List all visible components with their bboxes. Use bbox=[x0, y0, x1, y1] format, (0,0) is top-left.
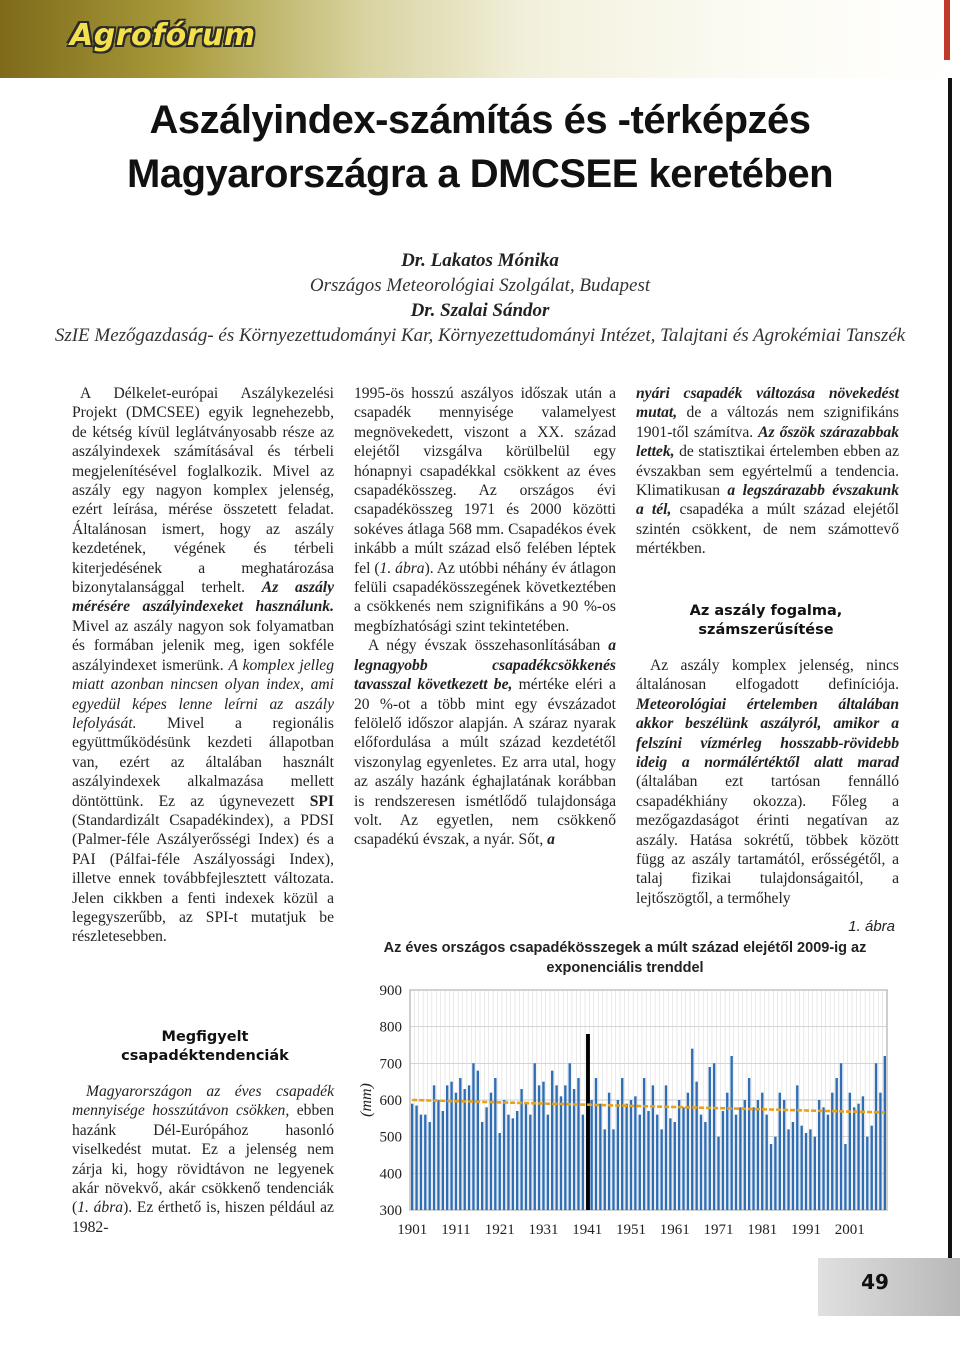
page-edge-bar bbox=[948, 78, 952, 1258]
bar bbox=[542, 1082, 544, 1210]
text-run: csapadéka a múlt század elejétől szintén csökkent, de nem számottevő mértékben. bbox=[636, 501, 899, 558]
text-emphasis: Az aszály mérésére aszályindexeket használunk. bbox=[72, 579, 334, 616]
y-axis-label: (mm) bbox=[358, 1083, 375, 1117]
bar bbox=[726, 1093, 728, 1210]
bar bbox=[512, 1118, 514, 1210]
chart-title: Az éves országos csapadékösszegek a múlt század elejétől 2009-ig az exponenciális trenddel bbox=[383, 940, 867, 976]
bar bbox=[796, 1085, 798, 1210]
bar bbox=[582, 1115, 584, 1210]
bar bbox=[534, 1063, 536, 1210]
bar bbox=[459, 1078, 461, 1210]
bar bbox=[695, 1082, 697, 1210]
text-run: de a változás nem szignifikáns 1901-től számítva. bbox=[636, 404, 899, 441]
bar bbox=[520, 1089, 522, 1210]
text-emphasis: Meteorológiai értelemben általában akkor beszélünk aszályról, amikor a felszíni vízmérleg hosszabb-rövidebb ideig a normálértéktől alatt marad bbox=[636, 695, 899, 772]
bar bbox=[704, 1122, 706, 1210]
bar bbox=[573, 1089, 575, 1210]
column-1-text bbox=[72, 384, 334, 947]
figure-reference: 1. ábra bbox=[379, 559, 425, 577]
bar bbox=[590, 1100, 592, 1210]
author-name: Dr. Lakatos Mónika bbox=[401, 250, 559, 271]
bar bbox=[752, 1107, 754, 1210]
x-tick-label: 1921 bbox=[484, 1222, 515, 1238]
bar bbox=[884, 1056, 886, 1210]
bar bbox=[748, 1078, 750, 1210]
text-bold: SPI bbox=[309, 792, 334, 810]
bar bbox=[608, 1093, 610, 1210]
bar bbox=[805, 1133, 807, 1210]
column-2-text bbox=[354, 384, 616, 850]
bar bbox=[547, 1115, 549, 1210]
x-tick-label: 1991 bbox=[791, 1222, 822, 1238]
text-run: de statisztikai értelemben ebben az évszakban sem egyértelmű a tendencia. Klimatikusan bbox=[636, 443, 899, 500]
bar bbox=[853, 1107, 855, 1210]
bar bbox=[433, 1085, 435, 1210]
x-tick-label: 1951 bbox=[615, 1222, 646, 1238]
bar bbox=[560, 1096, 562, 1210]
y-tick-label: 300 bbox=[379, 1203, 402, 1219]
bar bbox=[411, 1104, 413, 1210]
bar bbox=[420, 1115, 422, 1210]
bar bbox=[446, 1085, 448, 1210]
bar bbox=[822, 1107, 824, 1210]
bar bbox=[875, 1063, 877, 1210]
bar bbox=[494, 1078, 496, 1210]
bar bbox=[735, 1115, 737, 1210]
x-tick-label: 1971 bbox=[703, 1222, 734, 1238]
author-institution: Országos Meteorológiai Szolgálat, Budapest bbox=[309, 275, 651, 296]
bar bbox=[840, 1063, 842, 1210]
bar bbox=[525, 1104, 527, 1210]
section-heading: Az aszály fogalma, számszerűsítése bbox=[689, 603, 843, 638]
bar bbox=[485, 1107, 487, 1210]
author-institution: SzIE Mezőgazdaság- és Környezettudományi Kar, Környezettudományi Intézet, Talajtani és Agrokémiai Tanszék bbox=[54, 325, 906, 346]
bar bbox=[595, 1078, 597, 1210]
bar bbox=[730, 1056, 732, 1210]
paragraph bbox=[354, 384, 616, 636]
bar bbox=[442, 1111, 444, 1210]
bar bbox=[477, 1071, 479, 1210]
bar bbox=[424, 1115, 426, 1210]
header-accent-mark bbox=[944, 0, 950, 60]
y-tick-label: 500 bbox=[379, 1129, 402, 1146]
bar bbox=[857, 1104, 859, 1210]
text-run: Mivel a regionális együttműködésünk kezdeti állapotban van, ezért az általában használt aszályindexek alkalmazása mellett döntöttünk. Ez az úgynevezett bbox=[72, 714, 334, 810]
bar bbox=[713, 1063, 715, 1210]
x-tick-label: 1941 bbox=[572, 1222, 603, 1238]
bar bbox=[835, 1078, 837, 1210]
bar bbox=[529, 1115, 531, 1210]
paragraph bbox=[354, 636, 616, 849]
bar bbox=[700, 1115, 702, 1210]
text-run: ). Ez érthető is, hiszen például az 1982- bbox=[72, 1199, 334, 1236]
bar bbox=[428, 1122, 430, 1210]
bar bbox=[415, 1106, 417, 1211]
text-run: A négy évszak összehasonlításában bbox=[368, 637, 609, 655]
bar bbox=[437, 1100, 439, 1210]
bar bbox=[669, 1118, 671, 1210]
bar bbox=[647, 1111, 649, 1210]
bar bbox=[827, 1115, 829, 1210]
bar bbox=[617, 1100, 619, 1210]
column-3-text-lower bbox=[636, 656, 899, 908]
text-emphasis: a legszárazabb évszakunk a tél, bbox=[636, 482, 899, 519]
text-run: (Standardizált Csapadékindex), a PDSI (Palmer-féle Aszályerősségi Index) és a PAI (Pálfai-féle Aszályossági Index), illetve ennek továbbfejlesztett változata. Jelen cikkben a fenti indexek közül a legegyszerűbb, az SPI-t mutatjuk be részletesebben. bbox=[72, 811, 334, 946]
x-tick-label: 1901 bbox=[397, 1222, 428, 1238]
paragraph bbox=[72, 1082, 334, 1237]
bar bbox=[783, 1100, 785, 1210]
bar bbox=[870, 1126, 872, 1210]
bar bbox=[800, 1126, 802, 1210]
article-title-line2: Magyarországra a DMCSEE keretében bbox=[127, 152, 833, 196]
text-emphasis: a legnagyobb csapadékcsökkenés tavasszal következett be, bbox=[354, 637, 616, 694]
bar bbox=[678, 1100, 680, 1210]
bar bbox=[717, 1137, 719, 1210]
bar bbox=[516, 1111, 518, 1210]
bar bbox=[709, 1067, 711, 1210]
bar bbox=[774, 1137, 776, 1210]
bar bbox=[577, 1078, 579, 1210]
bar bbox=[507, 1115, 509, 1210]
bar bbox=[879, 1093, 881, 1210]
bar bbox=[866, 1137, 868, 1210]
text-run: 1995-ös hosszú aszályos időszak után a csapadék mennyisége valamelyest megnövekedett, viszont a XX. század elejétől vizsgálva körülbelül egy hónapnyi csapadékkal csökkent az éves csapadékösszeg. Az országos évi csapadékösszeg 1971 és 2000 közötti sokéves átlaga 568 mm. Csapadékos évek inkább a múlt század első felében léptek fel ( bbox=[354, 385, 616, 577]
bar bbox=[674, 1122, 676, 1210]
author-name: Dr. Szalai Sándor bbox=[410, 300, 550, 321]
bar bbox=[656, 1115, 658, 1210]
bar bbox=[639, 1115, 641, 1210]
text-run: Mivel az aszály nagyon sok folyamatban és formában jelenik meg, igen sokféle aszályindexet ismerünk. bbox=[72, 617, 334, 674]
bar bbox=[844, 1144, 846, 1210]
bar bbox=[744, 1100, 746, 1210]
text-run: mértéke eléri a 20 %-ot a több mint egy évszázadot felölelő időszor alapján. A száraz nyarak előfordulása a múlt század kezdetétől viszonylag egyenletes. Ez arra utal, hogy az aszály hazánk éghajlatának korábban is rendszeresen ismétlődő tulajdonsága volt. Az egyetlen, nem csökkenő csapadékú évszak, a nyár. Sőt, bbox=[354, 676, 616, 849]
bar bbox=[809, 1129, 811, 1210]
text-emphasis: a bbox=[547, 831, 555, 849]
trend-line bbox=[412, 1100, 885, 1113]
text-run: ebben hazánk Dél-Európához hasonló viselkedést mutat. Ez a jelenség nem zárja ki, hogy rövidtávon ne legyenek akár növekvő, akár csökkenő tendenciák ( bbox=[72, 1102, 334, 1217]
text-emphasis: nyári csapadék változása növekedést mutat, bbox=[636, 385, 899, 422]
bar bbox=[739, 1107, 741, 1210]
text-run: (általában ezt tartósan fennálló csapadékhiány okozza). Főleg a mezőgazdaságot érinti negatívan az aszály. Hatása sokrétű, többek között függ az aszály tartamától, erősségétől, a talaj fizikai tulajdonságaitól, a lejtőszögtől, a termőhely bbox=[636, 773, 899, 907]
bar bbox=[787, 1129, 789, 1210]
precipitation-bar-chart bbox=[355, 918, 915, 1253]
highlight-bar bbox=[586, 1034, 590, 1210]
text-run: ). Az utóbbi néhány év átlagon felüli csapadékösszegének következtében a csökkenés nem szignifikáns a 90 %-os megbízhatósági szint tekintetében. bbox=[354, 559, 617, 635]
bar bbox=[691, 1049, 693, 1210]
bar bbox=[643, 1078, 645, 1210]
x-tick-label: 1961 bbox=[659, 1222, 690, 1238]
bar bbox=[682, 1107, 684, 1210]
x-tick-label: 2001 bbox=[834, 1222, 865, 1238]
bar bbox=[862, 1096, 864, 1210]
text-run: A Délkelet-európai Aszálykezelési Projekt (DMCSEE) egyik legnehezebb, de kétség kívül leglátványosabb része az aszályindexek számításával és térbeli megjelenítésével foglalkozik. Mivel az aszály egy nagyon komplex jelenség, ezért leírása, mérése összetett feladat. Általánosan ismert, hogy az aszály kezdetének, végének és térbeli kiterjedésének a meghatározása bizonytalansággal terhelt. bbox=[72, 385, 334, 597]
bar bbox=[481, 1122, 483, 1210]
authors-block bbox=[40, 248, 920, 348]
bar bbox=[468, 1085, 470, 1210]
x-tick-label: 1911 bbox=[441, 1222, 471, 1238]
bar bbox=[770, 1144, 772, 1210]
y-tick-label: 600 bbox=[379, 1093, 402, 1109]
bar bbox=[463, 1089, 465, 1210]
agroforum-logo: Agrofórum bbox=[70, 18, 256, 53]
article-title-line1: Aszályindex-számítás és -térképzés bbox=[149, 98, 811, 142]
y-tick-label: 400 bbox=[379, 1166, 402, 1183]
y-tick-label: 700 bbox=[379, 1056, 402, 1073]
text-run: Az aszály komplex jelenség, nincs általánosan elfogadott definíciója. bbox=[636, 657, 899, 694]
bar bbox=[814, 1137, 816, 1210]
section-heading: Megfigyelt csapadéktendenciák bbox=[121, 1029, 289, 1064]
bar bbox=[490, 1093, 492, 1210]
bar bbox=[687, 1093, 689, 1210]
x-tick-label: 1981 bbox=[747, 1222, 778, 1238]
page-number: 49 bbox=[861, 1270, 889, 1294]
bar bbox=[612, 1129, 614, 1210]
bar bbox=[652, 1085, 654, 1210]
bar bbox=[455, 1093, 457, 1210]
figure-1 bbox=[355, 918, 915, 1253]
bar bbox=[630, 1100, 632, 1210]
figure-reference: 1. ábra bbox=[77, 1199, 124, 1217]
bar bbox=[551, 1071, 553, 1210]
bar bbox=[621, 1078, 623, 1210]
text-emphasis: A komplex jelleg miatt azonban nincsen olyan index, ami egyedül képes lenne leírni az aszály lefolyását. bbox=[72, 656, 334, 732]
y-tick-label: 800 bbox=[379, 1019, 402, 1036]
bar bbox=[722, 1111, 724, 1210]
bar bbox=[625, 1104, 627, 1210]
bar bbox=[757, 1100, 759, 1210]
bar bbox=[665, 1085, 667, 1210]
bar bbox=[634, 1096, 636, 1210]
bar bbox=[599, 1104, 601, 1210]
paragraph bbox=[72, 384, 334, 947]
bar bbox=[818, 1100, 820, 1210]
x-tick-label: 1931 bbox=[528, 1222, 559, 1238]
paragraph bbox=[636, 656, 899, 908]
bar bbox=[499, 1133, 501, 1210]
bar bbox=[472, 1063, 474, 1210]
y-tick-label: 900 bbox=[379, 983, 402, 999]
column-3-text bbox=[636, 384, 899, 559]
figure-label: 1. ábra bbox=[848, 918, 895, 935]
bar bbox=[569, 1063, 571, 1210]
bar bbox=[660, 1129, 662, 1210]
bar bbox=[849, 1093, 851, 1210]
bar bbox=[604, 1129, 606, 1210]
text-emphasis: Az őszök szárazabbak lettek, bbox=[636, 423, 899, 461]
paragraph bbox=[636, 384, 899, 559]
bar bbox=[792, 1122, 794, 1210]
text-emphasis: Magyarországon az éves csapadék mennyisége hosszútávon csökken, bbox=[72, 1083, 334, 1120]
column-1-text-lower bbox=[72, 1082, 334, 1237]
bar bbox=[765, 1115, 767, 1210]
bar bbox=[503, 1100, 505, 1210]
